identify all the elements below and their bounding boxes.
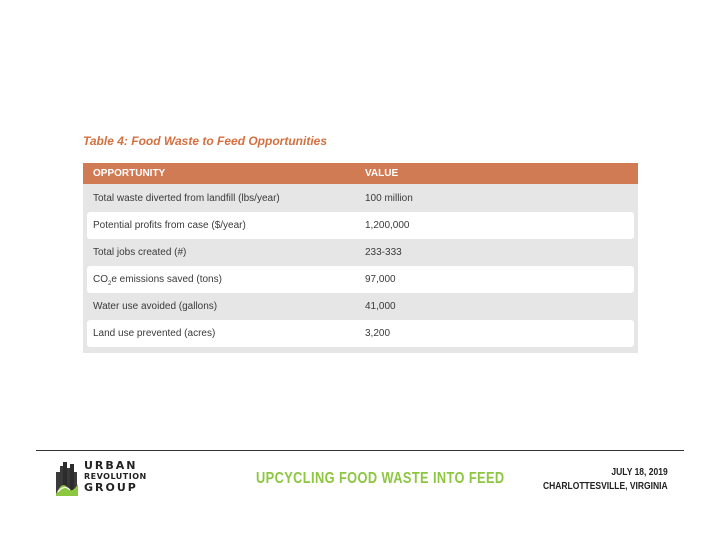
row-value: 1,200,000 xyxy=(365,220,410,231)
table-caption: Table 4: Food Waste to Feed Opportunities xyxy=(83,134,328,148)
table-row xyxy=(87,239,634,266)
footer-title: UPCYCLING FOOD WASTE INTO FEED xyxy=(256,470,505,487)
row-label: Total waste diverted from landfill (lbs/year) xyxy=(93,193,280,204)
logo-wordmark xyxy=(84,460,147,493)
row-label: Water use avoided (gallons) xyxy=(93,301,218,312)
logo-line-group: GROUP xyxy=(84,481,138,494)
row-value: 41,000 xyxy=(365,301,396,312)
row-value: 233-333 xyxy=(365,247,402,258)
table-header xyxy=(83,163,638,184)
row-label: Land use prevented (acres) xyxy=(93,328,216,339)
footer-date-location xyxy=(543,466,668,494)
row-value: 3,200 xyxy=(365,328,391,339)
row-label: Potential profits from case ($/year) xyxy=(93,220,246,231)
table-row xyxy=(87,212,634,239)
emissions-text: e emissions saved (tons) xyxy=(111,274,222,285)
opportunities-table xyxy=(83,163,638,353)
row-label: Total jobs created (#) xyxy=(93,247,187,258)
row-value: 100 million xyxy=(365,193,413,204)
table-row xyxy=(87,266,634,293)
city-skyline-icon xyxy=(56,462,78,496)
column-header-opportunity: OPPORTUNITY xyxy=(93,168,166,179)
footer-location: CHARLOTTESVILLE, VIRGINIA xyxy=(543,481,668,492)
co2-subscript: 2 xyxy=(108,281,112,287)
logo-line-urban: URBAN xyxy=(84,459,138,472)
logo-line-revolution: REVOLUTION xyxy=(84,472,147,481)
footer-date: JULY 18, 2019 xyxy=(611,467,668,478)
table-row xyxy=(87,320,634,347)
footer-divider xyxy=(36,450,684,451)
table-row xyxy=(87,293,634,320)
table-row xyxy=(87,185,634,212)
row-label xyxy=(93,274,222,287)
co2-text: CO xyxy=(93,274,108,285)
column-header-value: VALUE xyxy=(365,168,399,179)
row-value: 97,000 xyxy=(365,274,396,285)
